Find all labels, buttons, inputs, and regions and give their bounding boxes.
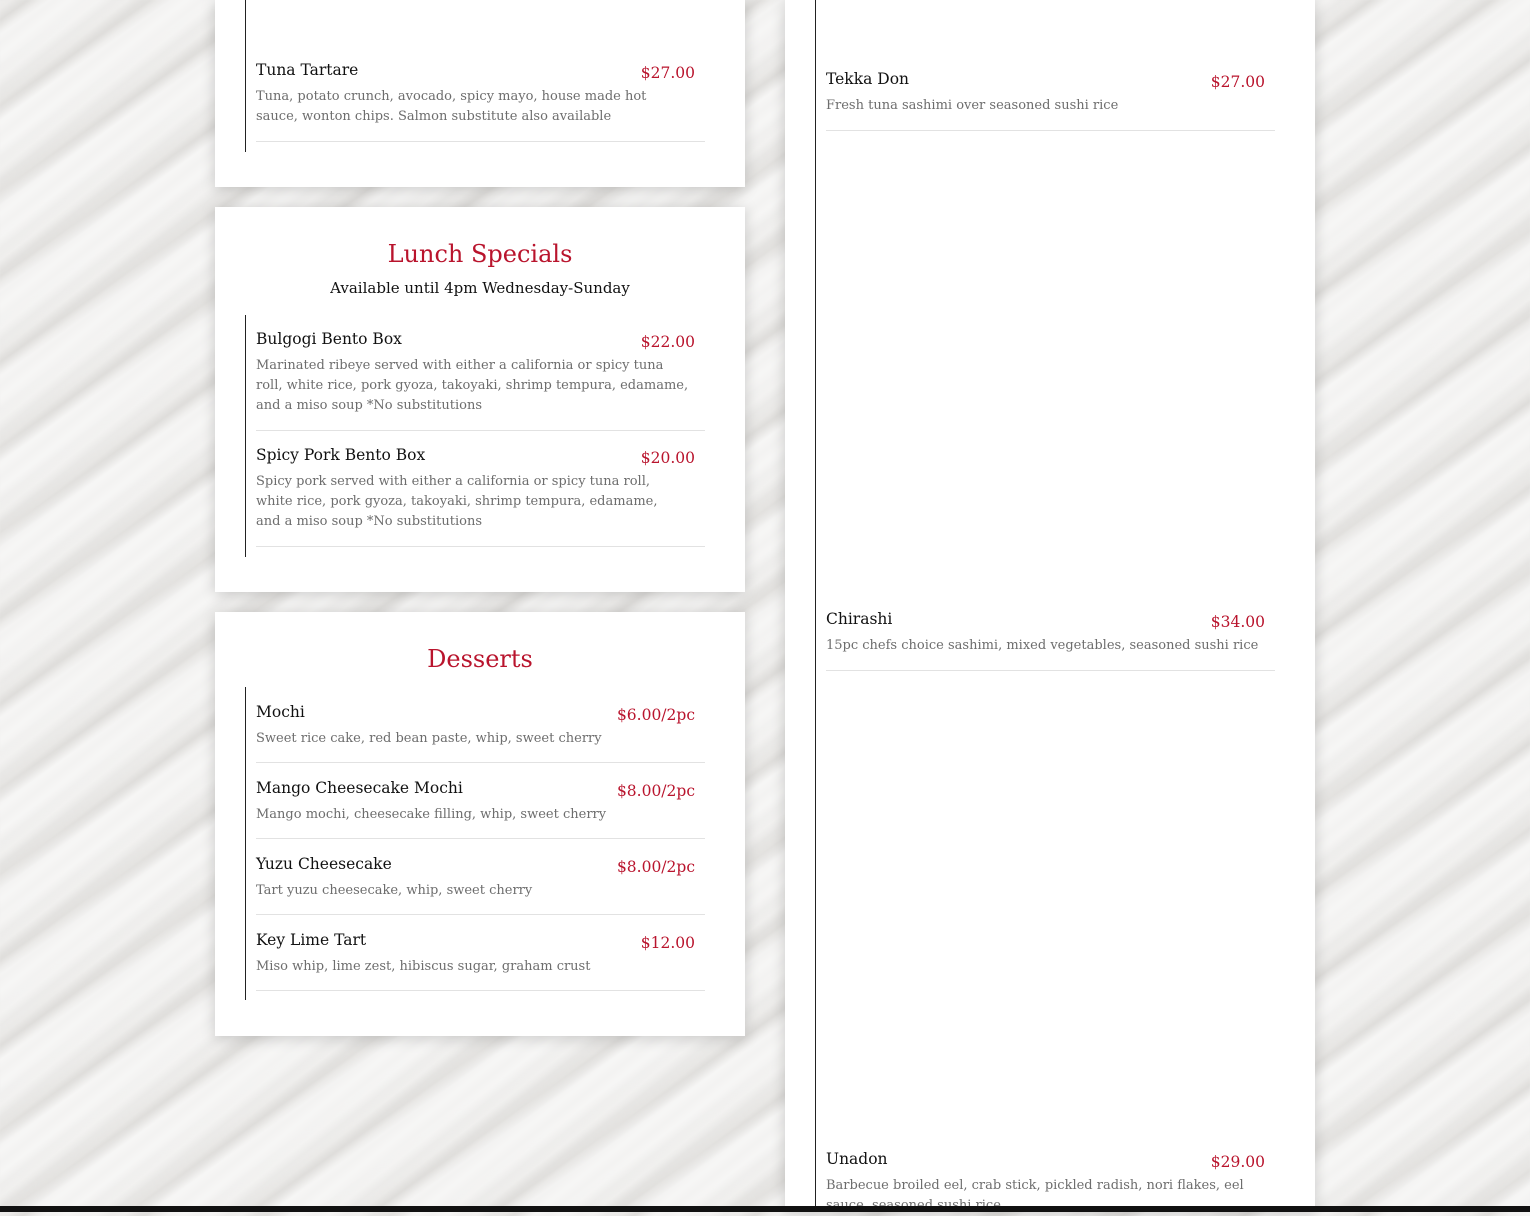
item-divider: [256, 990, 705, 991]
item-divider: [256, 430, 705, 431]
menu-item-price: $12.00: [640, 934, 695, 952]
menu-item-name: Tuna Tartare: [256, 61, 359, 79]
window-bottom-edge: [0, 1206, 1530, 1212]
menu-item-name: Key Lime Tart: [256, 931, 367, 949]
menu-item-name: Spicy Pork Bento Box: [256, 446, 426, 464]
menu-item-name: Yuzu Cheesecake: [256, 855, 392, 873]
menu-item[interactable]: [256, 446, 705, 547]
menu-card-desserts: [215, 612, 745, 1036]
menu-card-rice-bowls: [785, 0, 1315, 1212]
menu-card-lunch-specials: [215, 207, 745, 592]
menu-item-price: $20.00: [640, 449, 695, 467]
menu-item-price: $8.00/2pc: [616, 782, 695, 800]
section-title: Lunch Specials: [387, 240, 573, 268]
item-divider: [256, 546, 705, 547]
menu-item-description: Tart yuzu cheesecake, whip, sweet cherry: [256, 883, 533, 898]
menu-item-name: Mango Cheesecake Mochi: [256, 779, 463, 797]
menu-item-name: Tekka Don: [826, 70, 910, 88]
menu-item[interactable]: [256, 931, 705, 991]
item-divider: [826, 130, 1275, 131]
menu-item[interactable]: [826, 70, 1275, 131]
menu-item[interactable]: [256, 779, 705, 839]
menu-item-description: Mango mochi, cheesecake filling, whip, sweet cherry: [256, 807, 607, 822]
menu-item-name: Chirashi: [826, 610, 893, 628]
menu-item-description: Miso whip, lime zest, hibiscus sugar, graham crust: [256, 959, 591, 974]
section-divider-line: [245, 0, 246, 152]
item-divider: [256, 838, 705, 839]
menu-item-name: Mochi: [256, 703, 305, 721]
item-divider: [826, 670, 1275, 671]
menu-item-description: Spicy pork served with either a california or spicy tuna roll, white rice, pork gyoza, takoyaki, shrimp tempura, edamame, and a miso soup *No substitutions: [256, 474, 658, 529]
menu-item[interactable]: [256, 330, 705, 431]
menu-item-price: $8.00/2pc: [616, 858, 695, 876]
menu-item-description: Marinated ribeye served with either a california or spicy tuna roll, white rice, pork gyoza, takoyaki, shrimp tempura, edamame, and a miso soup *No substitutions: [256, 358, 689, 413]
item-divider: [256, 762, 705, 763]
menu-item-price: $34.00: [1210, 613, 1265, 631]
menu-item[interactable]: [256, 61, 705, 142]
section-subtitle: Available until 4pm Wednesday-Sunday: [330, 279, 630, 297]
menu-item-price: $29.00: [1210, 1153, 1265, 1171]
item-divider: [256, 141, 705, 142]
section-title: Desserts: [427, 645, 533, 673]
menu-item[interactable]: [256, 855, 705, 915]
section-divider-line: [245, 687, 246, 1000]
menu-item[interactable]: [826, 610, 1275, 671]
menu-item-description: Barbecue broiled eel, crab stick, pickled radish, nori flakes, eel: [826, 1178, 1244, 1193]
menu-item-price: $27.00: [1210, 73, 1265, 91]
section-divider-line: [245, 315, 246, 557]
item-divider: [256, 914, 705, 915]
menu-item-name: Unadon: [826, 1150, 888, 1168]
menu-item-description: Sweet rice cake, red bean paste, whip, sweet cherry: [256, 731, 602, 746]
menu-item-description: Tuna, potato crunch, avocado, spicy mayo, house made hot sauce, wonton chips. Salmon substitute also available: [256, 89, 647, 124]
menu-item-description: 15pc chefs choice sashimi, mixed vegetables, seasoned sushi rice: [826, 638, 1259, 653]
section-divider-line: [815, 0, 816, 1212]
menu-item-price: $6.00/2pc: [616, 706, 695, 724]
menu-card-top: [215, 0, 745, 187]
menu-item[interactable]: [826, 1150, 1275, 1212]
menu-item-description: Fresh tuna sashimi over seasoned sushi rice: [826, 98, 1119, 113]
menu-item[interactable]: [256, 703, 705, 763]
menu-item-price: $22.00: [640, 333, 695, 351]
menu-item-price: $27.00: [640, 64, 695, 82]
menu-item-name: Bulgogi Bento Box: [256, 330, 402, 348]
